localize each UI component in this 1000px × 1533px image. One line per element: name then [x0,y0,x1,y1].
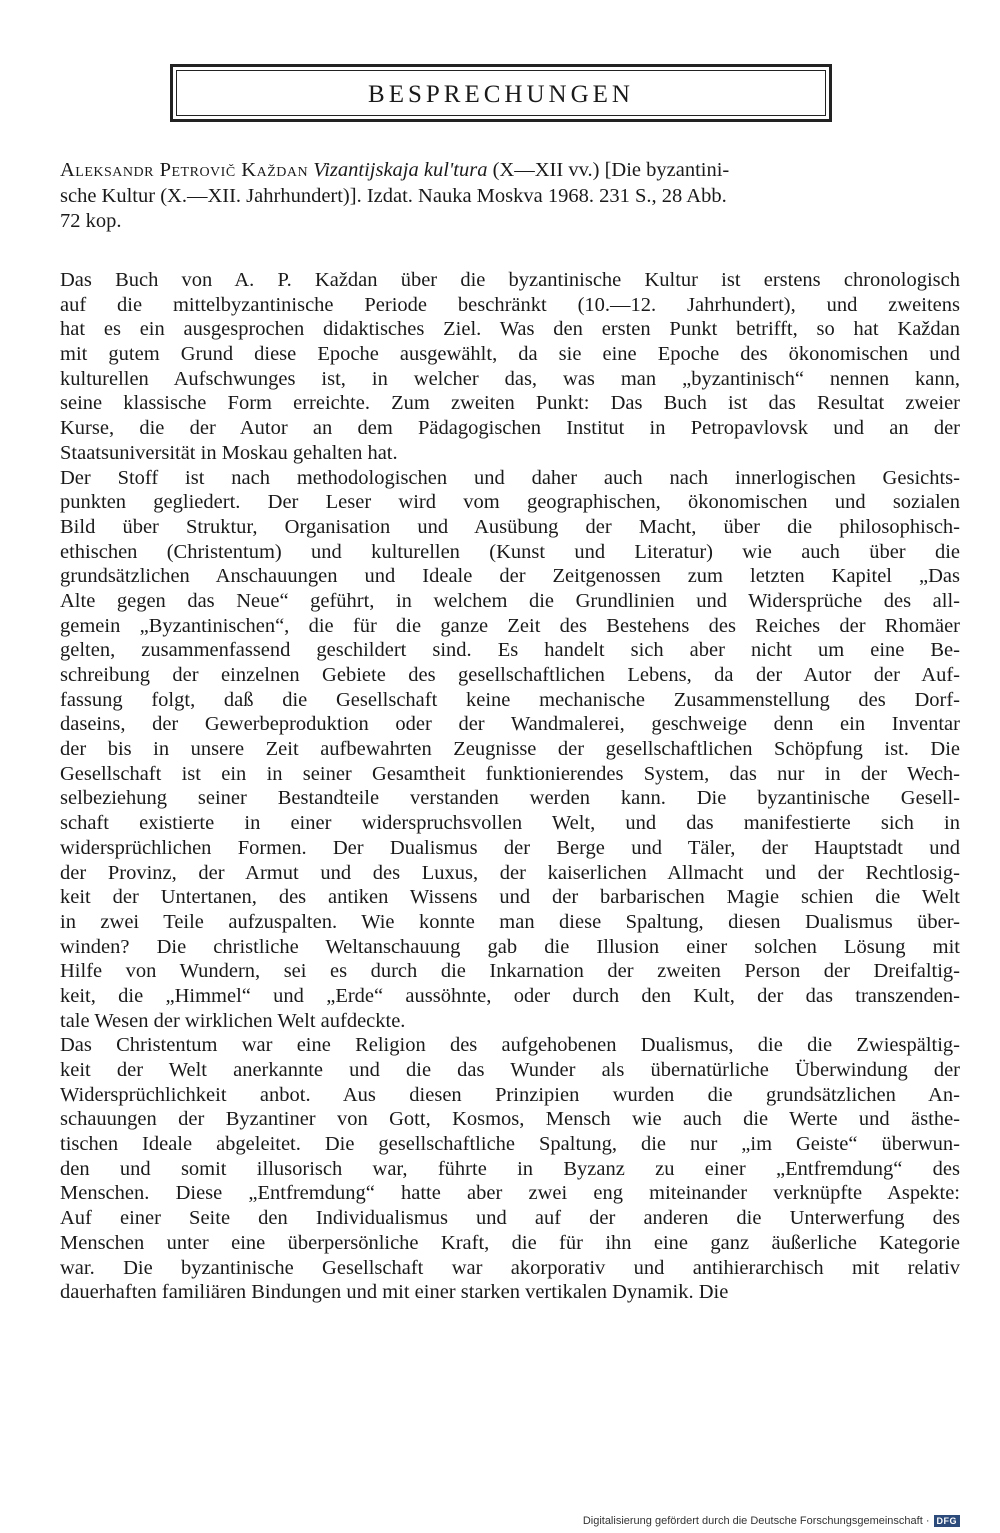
section-header-box [170,64,832,122]
text-line: Staatsuniversität in Moskau gehalten hat. [60,441,398,464]
text-line: daseins, der Gewerbeproduktion oder der Wandmalerei, geschweige denn ein Inventar [60,713,960,736]
footer-text: Digitalisierung gefördert durch die Deutsche Forschungsgemeinschaft · [582,1515,930,1527]
text-line: keit, die „Himmel“ und „Erde“ aussöhnte, oder durch den Kult, der das transzenden- [60,984,960,1007]
text-line: widersprüchlichen Formen. Der Dualismus der Berge und Täler, der Hauptstadt und [60,836,960,859]
dfg-logo: DFG [934,1515,961,1527]
text-line: der bis in unsere Zeit aufbewahrten Zeugnisse der gesellschaftlichen Schöpfung ist. Die [60,738,960,761]
text-line: winden? Die christliche Weltanschauung gab die Illusion einer solchen Lösung mit [60,935,960,958]
text-line: schauungen der Byzantiner von Gott, Kosmos, Mensch wie auch die Werte und ästhe- [60,1108,960,1131]
text-line: punkten gegliedert. Der Leser wird vom geographischen, ökonomischen und sozialen [60,491,960,514]
text-line: Auf einer Seite den Individualismus und auf der anderen die Unterwerfung des [60,1207,960,1230]
citation-author: Aleksandr Petrovič Každan [60,159,309,181]
citation-details-line2: sche Kultur (X.—XII. Jahrhundert)]. Izdat. Nauka Moskva 1968. 231 S., 28 Abb. [60,184,727,207]
text-line: schaft existierte in einer widerspruchsvollen Welt, und das manifestierte sich in [60,812,960,835]
review-body [60,268,960,1305]
paragraph [60,466,960,1034]
text-line: seine klassische Form erreichte. Zum zweiten Punkt: Das Buch ist das Resultat zweier [60,392,960,415]
paragraph [60,1033,960,1305]
text-line: selbeziehung seiner Bestandteile verstanden werden kann. Die byzantinische Gesell- [60,787,960,810]
text-line: gemein „Byzantinischen“, die für die ganze Zeit des Bestehens des Reiches der Rhomäer [60,614,960,637]
text-line: schreibung der einzelnen Gebiete des gesellschaftlichen Lebens, da der Autor der Auf- [60,664,960,686]
text-line: auf die mittelbyzantinische Periode beschränkt (10.—12. Jahrhundert), und zweitens [60,293,960,316]
text-line: kulturellen Aufschwunges ist, in welcher das, was man „byzantinisch“ nennen kann, [60,367,960,390]
text-line: Kurse, die der Autor an dem Pädagogischen Institut in Petropavlovsk und an der [60,417,960,440]
text-line: Alte gegen das Neue“ geführt, in welchem die Grundlinien und Widersprüche des all- [60,589,960,612]
text-line: ethischen (Christentum) und kulturellen (Kunst und Literatur) wie auch über die [60,540,960,563]
citation-book-title: Vizantijskaja kul'tura [313,159,488,181]
text-line: der Provinz, der Armut und des Luxus, der kaiserlichen Allmacht und der Rechtlosig- [60,861,960,884]
text-line: keit der Untertanen, des antiken Wissens und der barbarischen Magie schien die Welt [60,886,960,909]
text-line: Hilfe von Wundern, sei es durch die Inkarnation der zweiten Person der Dreifaltig- [60,960,960,983]
text-line: tischen Ideale abgeleitet. Die gesellschaftliche Spaltung, die nur „im Geiste“ überwun- [60,1133,960,1156]
citation-details-line1: (X—XII vv.) [Die byzantini- [487,159,730,181]
citation-details-line3: 72 kop. [60,210,122,232]
text-line: Bild über Struktur, Organisation und Ausübung der Macht, über die philosophisch- [60,515,960,538]
text-line: Menschen. Diese „Entfremdung“ hatte aber zwei eng miteinander verknüpfte Aspekte: [60,1182,960,1205]
text-line: Der Stoff ist nach methodologischen und daher auch nach innerlogischen Gesichts- [60,466,960,489]
paragraph [60,268,960,466]
text-line: dauerhaften familiären Bindungen und mit einer starken vertikalen Dynamik. Die [60,1281,729,1304]
text-line: Gesellschaft ist ein in seiner Gesamtheit funktionierendes System, das nur in der Wech- [60,762,960,785]
footer-credit [583,1515,960,1527]
text-line: Das Buch von A. P. Každan über die byzantinische Kultur ist erstens chronologisch [60,269,960,291]
book-citation [60,158,960,235]
text-line: keit der Welt anerkannte und die das Wunder als übernatürliche Überwindung der [60,1059,960,1081]
text-line: hat es ein ausgesprochen didaktisches Ziel. Was den ersten Punkt betrifft, so hat Každan [60,318,960,341]
text-line: den und somit illusorisch war, führte in Byzanz zu einer „Entfremdung“ des [60,1157,960,1180]
text-line: Menschen unter eine überpersönliche Kraft, die für ihn eine ganz äußerliche Kategorie [60,1231,960,1254]
text-line: in zwei Teile aufzuspalten. Wie konnte man diese Spaltung, diesen Dualismus über- [60,910,960,933]
text-line: Das Christentum war eine Religion des aufgehobenen Dualismus, die die Zwiespältig- [60,1034,960,1057]
section-title: BESPRECHUNGEN [368,81,634,108]
text-line: Widersprüchlichkeit anbot. Aus diesen Prinzipien wurden die grundsätzlichen An- [60,1083,960,1106]
text-line: tale Wesen der wirklichen Welt aufdeckte. [60,1009,406,1032]
text-line: war. Die byzantinische Gesellschaft war akorporativ und antihierarchisch mit relativ [60,1256,960,1279]
text-line: grundsätzlichen Anschauungen und Ideale der Zeitgenossen zum letzten Kapitel „Das [60,565,960,588]
text-line: mit gutem Grund diese Epoche ausgewählt, da sie eine Epoche des ökonomischen und [60,343,960,366]
text-line: gelten, zusammenfassend geschildert sind. Es handelt sich aber nicht um eine Be- [60,639,960,662]
text-line: fassung folgt, daß die Gesellschaft keine mechanische Zusammenstellung des Dorf- [60,688,960,711]
